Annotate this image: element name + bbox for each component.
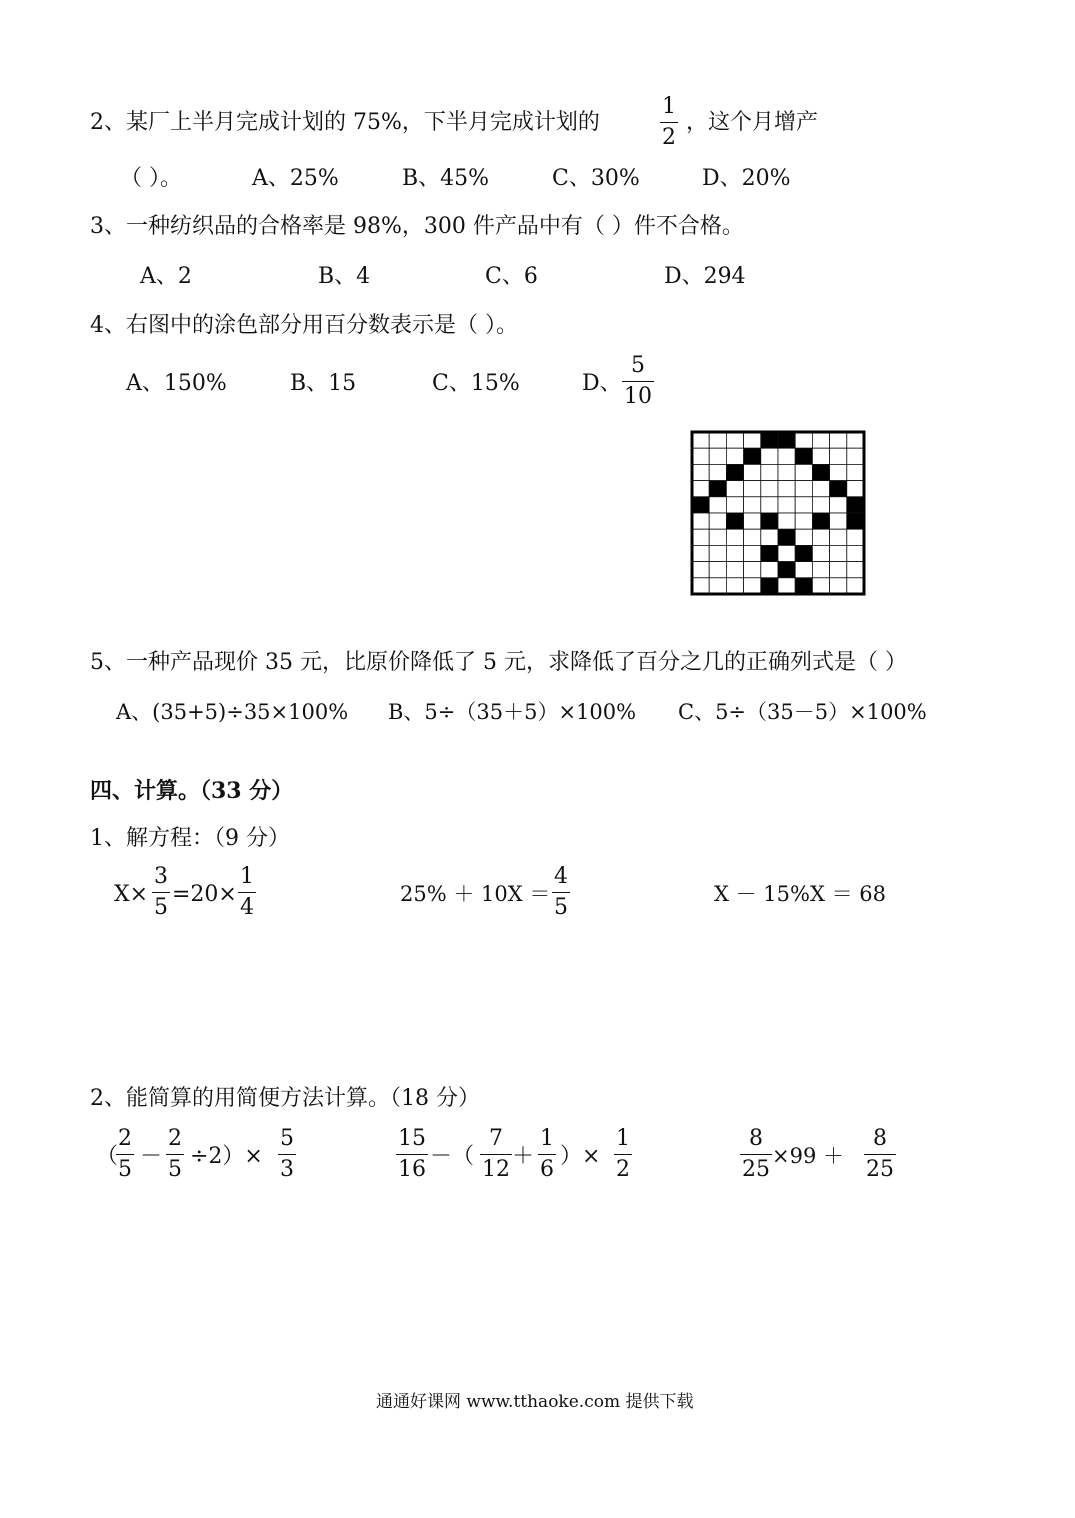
q4-option-d: D、 bbox=[582, 371, 622, 396]
grid-cell bbox=[778, 578, 795, 594]
grid-cell bbox=[847, 578, 864, 594]
grid-cell bbox=[692, 529, 709, 545]
q4-stem: 4、右图中的涂色部分用百分数表示是（ ）。 bbox=[90, 313, 518, 338]
grid-cell bbox=[795, 497, 812, 513]
grid-cell bbox=[726, 562, 743, 578]
eq2-n: 4 bbox=[554, 864, 568, 889]
grid-cell bbox=[847, 464, 864, 480]
grid-cell bbox=[830, 562, 847, 578]
grid-cell bbox=[726, 432, 743, 448]
q3-option-b: B、4 bbox=[318, 264, 371, 289]
grid-cell bbox=[692, 562, 709, 578]
c1-a-d: 5 bbox=[118, 1157, 132, 1182]
grid-cell bbox=[726, 481, 743, 497]
grid-cell bbox=[744, 481, 761, 497]
c3-a-n: 8 bbox=[749, 1126, 763, 1151]
grid-cell bbox=[692, 432, 709, 448]
grid-cell bbox=[744, 562, 761, 578]
eq1-fraction-1 bbox=[152, 866, 170, 919]
grid-cell bbox=[847, 562, 864, 578]
q3-option-d: D、294 bbox=[664, 264, 746, 289]
grid-cell bbox=[847, 481, 864, 497]
grid-cell bbox=[709, 545, 726, 561]
grid-cell bbox=[761, 481, 778, 497]
q4-option-d-fraction bbox=[622, 355, 654, 408]
grid-cell-shaded bbox=[761, 432, 778, 448]
grid-cell bbox=[795, 562, 812, 578]
grid-cell bbox=[692, 464, 709, 480]
eq1-fraction-2 bbox=[238, 866, 256, 919]
grid-cell bbox=[830, 513, 847, 529]
grid-cell-shaded bbox=[726, 464, 743, 480]
grid-cell bbox=[692, 578, 709, 594]
c1-a-n: 2 bbox=[118, 1126, 132, 1151]
grid-cell bbox=[726, 578, 743, 594]
grid-cell bbox=[709, 562, 726, 578]
grid-cell bbox=[812, 545, 829, 561]
grid-cell bbox=[744, 497, 761, 513]
c3-mid: ×99 ＋ bbox=[772, 1144, 844, 1168]
q5-option-b: B、5÷（35＋5）×100% bbox=[388, 700, 637, 724]
grid-cell-shaded bbox=[795, 448, 812, 464]
grid-cell bbox=[744, 432, 761, 448]
c2-plus: ＋ bbox=[512, 1144, 535, 1169]
grid-cell-shaded bbox=[778, 529, 795, 545]
c1-b-d: 5 bbox=[168, 1157, 182, 1182]
grid-cell bbox=[778, 545, 795, 561]
eq1-prefix: X× bbox=[114, 882, 149, 907]
c1-b-n: 2 bbox=[168, 1126, 182, 1151]
grid-cell bbox=[744, 464, 761, 480]
c2-d-n: 1 bbox=[616, 1126, 630, 1151]
grid-cell bbox=[795, 432, 812, 448]
q4-d-num: 5 bbox=[631, 353, 645, 378]
c2-fraction-a bbox=[396, 1128, 428, 1181]
q2-option-d: D、20% bbox=[702, 166, 791, 191]
grid-cell bbox=[830, 464, 847, 480]
grid-cell-shaded bbox=[847, 497, 864, 513]
c2-c-n: 1 bbox=[540, 1126, 554, 1151]
grid-cell-shaded bbox=[778, 562, 795, 578]
grid-cell bbox=[744, 578, 761, 594]
grid-cell-shaded bbox=[744, 448, 761, 464]
grid-cell bbox=[709, 464, 726, 480]
grid-cell-shaded bbox=[847, 513, 864, 529]
grid-cell bbox=[812, 432, 829, 448]
grid-cell bbox=[830, 578, 847, 594]
grid-cell-shaded bbox=[709, 481, 726, 497]
grid-cell bbox=[778, 481, 795, 497]
q2-frac-num: 1 bbox=[662, 94, 676, 119]
c3-b-n: 8 bbox=[873, 1126, 887, 1151]
grid-cell bbox=[709, 513, 726, 529]
c1-fraction-a bbox=[116, 1128, 134, 1181]
grid-cell bbox=[812, 481, 829, 497]
q3-option-c: C、6 bbox=[485, 264, 538, 289]
q5-option-a: A、(35+5)÷35×100% bbox=[116, 700, 349, 724]
section-4-title: 四、计算。（33 分） bbox=[90, 778, 294, 804]
q5-option-c: C、5÷（35－5）×100% bbox=[678, 700, 927, 724]
eq2-prefix: 25% ＋ 10X ＝ bbox=[400, 882, 551, 906]
grid-cell bbox=[709, 497, 726, 513]
q2-blank: （ ）。 bbox=[120, 166, 182, 191]
grid-cell bbox=[709, 432, 726, 448]
grid-cell bbox=[830, 448, 847, 464]
grid-cell-shaded bbox=[830, 481, 847, 497]
grid-cell bbox=[812, 562, 829, 578]
c1-fraction-b bbox=[166, 1128, 184, 1181]
c2-b-n: 7 bbox=[489, 1126, 503, 1151]
sub-question-2-title: 2、能简算的用简便方法计算。（18 分） bbox=[90, 1086, 480, 1111]
grid-cell-shaded bbox=[812, 513, 829, 529]
grid-cell bbox=[830, 432, 847, 448]
grid-cell-shaded bbox=[778, 432, 795, 448]
grid-cell bbox=[795, 529, 812, 545]
grid-cell-shaded bbox=[795, 545, 812, 561]
eq1-n2: 1 bbox=[240, 864, 254, 889]
q2-option-c: C、30% bbox=[552, 166, 640, 191]
grid-cell bbox=[830, 545, 847, 561]
grid-cell-shaded bbox=[726, 513, 743, 529]
c2-c-d: 6 bbox=[540, 1157, 554, 1182]
grid-cell bbox=[744, 513, 761, 529]
q2-frac-den: 2 bbox=[662, 125, 676, 150]
c1-open: （ bbox=[96, 1144, 119, 1169]
grid-cell bbox=[761, 464, 778, 480]
grid-cell bbox=[692, 448, 709, 464]
c2-fraction-b bbox=[480, 1128, 512, 1181]
q2-option-a: A、25% bbox=[252, 166, 339, 191]
grid-cell bbox=[778, 497, 795, 513]
grid-cell-shaded bbox=[795, 578, 812, 594]
c2-a-n: 15 bbox=[398, 1126, 426, 1151]
grid-cell bbox=[744, 545, 761, 561]
q2-option-b: B、45% bbox=[402, 166, 490, 191]
eq3: X － 15%X ＝ 68 bbox=[714, 882, 886, 906]
q4-option-a: A、150% bbox=[126, 371, 227, 396]
grid-cell bbox=[778, 513, 795, 529]
grid-cell bbox=[847, 545, 864, 561]
grid-cell bbox=[812, 529, 829, 545]
eq1-d1: 5 bbox=[154, 895, 168, 920]
footer-credit: 通通好课网 www.tthaoke.com 提供下载 bbox=[376, 1392, 694, 1412]
grid-cell bbox=[812, 578, 829, 594]
c3-a-d: 25 bbox=[742, 1157, 770, 1182]
eq1-mid: =20× bbox=[172, 882, 237, 907]
grid-cell bbox=[830, 497, 847, 513]
grid-cell bbox=[709, 448, 726, 464]
grid-cell bbox=[795, 513, 812, 529]
grid-cell bbox=[709, 529, 726, 545]
c2-b-d: 12 bbox=[482, 1157, 510, 1182]
grid-cell bbox=[761, 529, 778, 545]
q2-fraction bbox=[660, 96, 678, 149]
grid-cell bbox=[709, 578, 726, 594]
grid-cell bbox=[726, 529, 743, 545]
grid-cell bbox=[812, 497, 829, 513]
grid-cell-shaded bbox=[812, 464, 829, 480]
grid-cell-shaded bbox=[692, 497, 709, 513]
grid-cell bbox=[726, 545, 743, 561]
c2-d-d: 2 bbox=[616, 1157, 630, 1182]
shaded-grid-figure bbox=[690, 430, 866, 596]
grid-cell bbox=[778, 464, 795, 480]
grid-cell bbox=[847, 448, 864, 464]
grid-cell bbox=[830, 529, 847, 545]
c3-b-d: 25 bbox=[866, 1157, 894, 1182]
c1-c-d: 3 bbox=[280, 1157, 294, 1182]
eq2-fraction bbox=[552, 866, 570, 919]
grid-cell bbox=[812, 448, 829, 464]
q4-option-b: B、15 bbox=[290, 371, 357, 396]
c2-minus: －（ bbox=[430, 1144, 475, 1169]
eq1-n1: 3 bbox=[154, 864, 168, 889]
c1-div: ÷2）× bbox=[190, 1144, 263, 1169]
q4-option-c: C、15% bbox=[432, 371, 520, 396]
c2-fraction-c bbox=[538, 1128, 556, 1181]
sub-question-1-title: 1、解方程：（9 分） bbox=[90, 826, 290, 851]
grid-cell bbox=[692, 481, 709, 497]
grid-cell bbox=[795, 464, 812, 480]
q4-d-den: 10 bbox=[624, 384, 652, 409]
grid-cell bbox=[744, 529, 761, 545]
grid-cell-shaded bbox=[761, 513, 778, 529]
q5-stem: 5、一种产品现价 35 元，比原价降低了 5 元，求降低了百分之几的正确列式是（ ） bbox=[90, 650, 907, 675]
grid-cell-shaded bbox=[761, 545, 778, 561]
grid-cell-shaded bbox=[761, 578, 778, 594]
c1-fraction-c bbox=[278, 1128, 296, 1181]
eq1-d2: 4 bbox=[240, 895, 254, 920]
q3-option-a: A、2 bbox=[140, 264, 192, 289]
grid-cell bbox=[761, 562, 778, 578]
grid-cell bbox=[795, 481, 812, 497]
c1-minus: － bbox=[140, 1144, 163, 1169]
c2-close: ）× bbox=[560, 1144, 601, 1169]
q2-tail: ，这个月增产 bbox=[686, 110, 819, 135]
c2-a-d: 16 bbox=[398, 1157, 426, 1182]
c3-fraction-b bbox=[864, 1128, 896, 1181]
grid-cell bbox=[778, 448, 795, 464]
c1-c-n: 5 bbox=[280, 1126, 294, 1151]
grid-cell bbox=[761, 497, 778, 513]
q3-stem: 3、一种纺织品的合格率是 98%，300 件产品中有（ ）件不合格。 bbox=[90, 214, 744, 239]
grid-cell bbox=[847, 529, 864, 545]
grid-cell bbox=[761, 448, 778, 464]
grid-cell bbox=[847, 432, 864, 448]
grid-cell bbox=[692, 545, 709, 561]
grid-cell bbox=[726, 448, 743, 464]
q2-stem: 2、某厂上半月完成计划的 75%，下半月完成计划的 bbox=[90, 110, 600, 135]
grid-cell bbox=[692, 513, 709, 529]
grid-cell bbox=[726, 497, 743, 513]
c2-fraction-d bbox=[614, 1128, 632, 1181]
eq2-d: 5 bbox=[554, 895, 568, 920]
c3-fraction-a bbox=[740, 1128, 772, 1181]
